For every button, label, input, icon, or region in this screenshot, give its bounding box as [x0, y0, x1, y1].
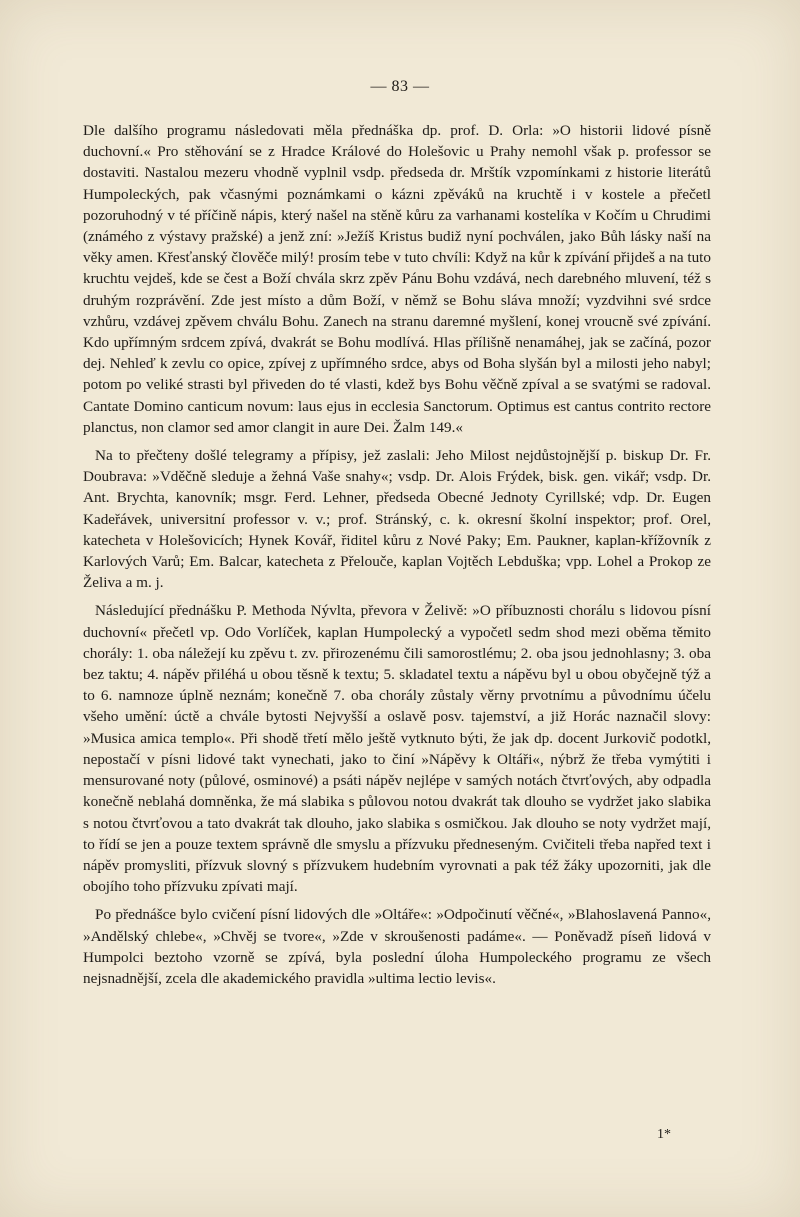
body-text	[83, 120, 711, 989]
page-number: — 83 —	[370, 78, 430, 95]
paragraph-telegrams: Na to přečteny došlé telegramy a přípisy, jež zaslali: Jeho Milost nejdůstojnější p. biskup Dr. Fr. Doubrava: »Vděčně sleduje a žehná Vaše snahy«; vsdp. Dr. Alois Frýdek, bisk. gen. vikář; vsdp. Dr. Ant. Brychta, kanovník; msgr. Ferd. Lehner, předseda Obecné Jednoty Cyrillské; vdp. Dr. Eugen Kadeřávek, universitní professor v. v.; prof. Stránský, c. k. okresní školní inspektor; prof. Orel, katecheta v Holešovicích; Hynek Kovář, řiditel kůru z Nové Paky; Em. Paukner, kaplan-křížovník z Karlových Varů; Em. Balcar, katecheta z Přelouče, kaplan Vojtěch Lebduška; vpp. Lohel a Prokop ze Želiva a m. j.	[83, 447, 711, 592]
signature-mark: 1*	[657, 1127, 671, 1142]
paragraph-singing-practice: Po přednášce bylo cvičení písní lidových dle »Oltáře«: »Odpočinutí věčné«, »Blahoslavená Panno«, »Andělský chlebe«, »Chvěj se tvore«, »Zde v skroušenosti padáme«. — Poněvadž píseň lidová v Humpolci beztoho vzorně se zpívá, byla poslední úloha Humpoleckého programu ze všech nejsnadnější, zcela dle akademického pravidla »ultima lectio levis«.	[83, 906, 711, 987]
paragraph-lecture-program: Dle dalšího programu následovati měla přednáška dp. prof. D. Orla: »O historii lidové písně duchovní.« Pro stěhování se z Hradce Králové do Holešovic u Prahy nemohl však p. professor se dostaviti. Nastalou mezeru vhodně vyplnil vsdp. předseda dr. Mrštík vzpomínkami z historie literátů Humpoleckých, pak včasnými poznámkami o kázni zpěváků na kruchtě i v kostele a přečetl pozoruhodný v té příčině nápis, který našel na stěně kůru za varhanami kostelíka v Kočím u Chrudimi (známého z výstavy pražské) a jenž zní: »Ježíš Kristus budiž nyní pochválen, jako Bůh lásky naší na věky amen. Křesťanský člověče milý! prosím tebe v tuto chvíli: Když na kůr k zpívání přijdeš a na tuto kruchtu vejdeš, kde se čest a Boží chvála skrz zpěv Pánu Bohu vzdává, nech darebného mluvení, též s druhým rozprávění. Zde jest místo a dům Boží, v němž se Bohu sláva množí; vyzdvihni své srdce vzhůru, vzdávej zpěvem chválu Bohu. Zanech na stranu daremné myšlení, konej vroucně své zpívání. Kdo upřímným srdcem zpívá, dvakrát se Bohu modlívá. Hlas přílišně nenamáhej, jak se začíná, pozor dej. Nehleď k zevlu co opice, zpívej z upřímného srdce, abys od Boha slyšán byl a milosti jeho nabyl; potom po veliké strasti byl přiveden do té vlasti, kdež bys Bohu věčně zpíval a se svatými se radoval. Cantate Domino canticum novum: laus ejus in ecclesia Sanctorum. Optimus est cantus contrito rectore planctus, non clamor sed amor clangit in aure Dei. Žalm 149.«	[83, 122, 711, 436]
paragraph-chorale-lecture: Následující přednášku P. Methoda Nývlta, převora v Želivě: »O příbuznosti chorálu s lidovou písní duchovní« přečetl vp. Odo Vorlíček, kaplan Humpolecký a vypočetl sedm shod mezi oběma těmito chorály: 1. oba náležejí ku zpěvu t. zv. přirozenému čili samorostlému; 2. oba jsou jednohlasny; 3. oba bez taktu; 4. nápěv přiléhá u obou těsně k textu; 5. skladatel textu a nápěvu byl u obou obyčejně týž a to 6. namnoze úplně neznám; konečně 7. oba chorály zůstaly věrny prvotnímu a původnímu účelu všeho umění: úctě a chvále bytosti Nejvyšší a oslavě posv. tajemství, a již Horác naznačil slovy: »Musica amica templo«. Při shodě třetí mělo ještě vytknuto býti, že jak dp. docent Jurkovič podotkl, nepostačí v písni lidové takt vynechati, jako to činí »Nápěvy k Oltáři«, nýbrž že třeba vymýtiti i mensurované noty (půlové, osminové) a psáti nápěv nejlépe v samých notách čtvrťových, aby odpadla konečně neblahá domněnka, že má slabika s půlovou notou dvakrát tak dlouho se vydržet jako slabika s notou čtvrťovou a tato dvakrát tak dlouho, jako slabika s osmičkou. Jak dlouho se noty vydržet mají, to řídí se jen a pouze textem správně dle smyslu a přízvuku předneseným. Cvičiteli třeba napřed text i nápěv promysliti, přízvuk slovný s přízvukem hudebním vyrovnati a pak též žáky upozorniti, jak dle obojího toho přízvuku zpívati mají.	[83, 602, 711, 896]
